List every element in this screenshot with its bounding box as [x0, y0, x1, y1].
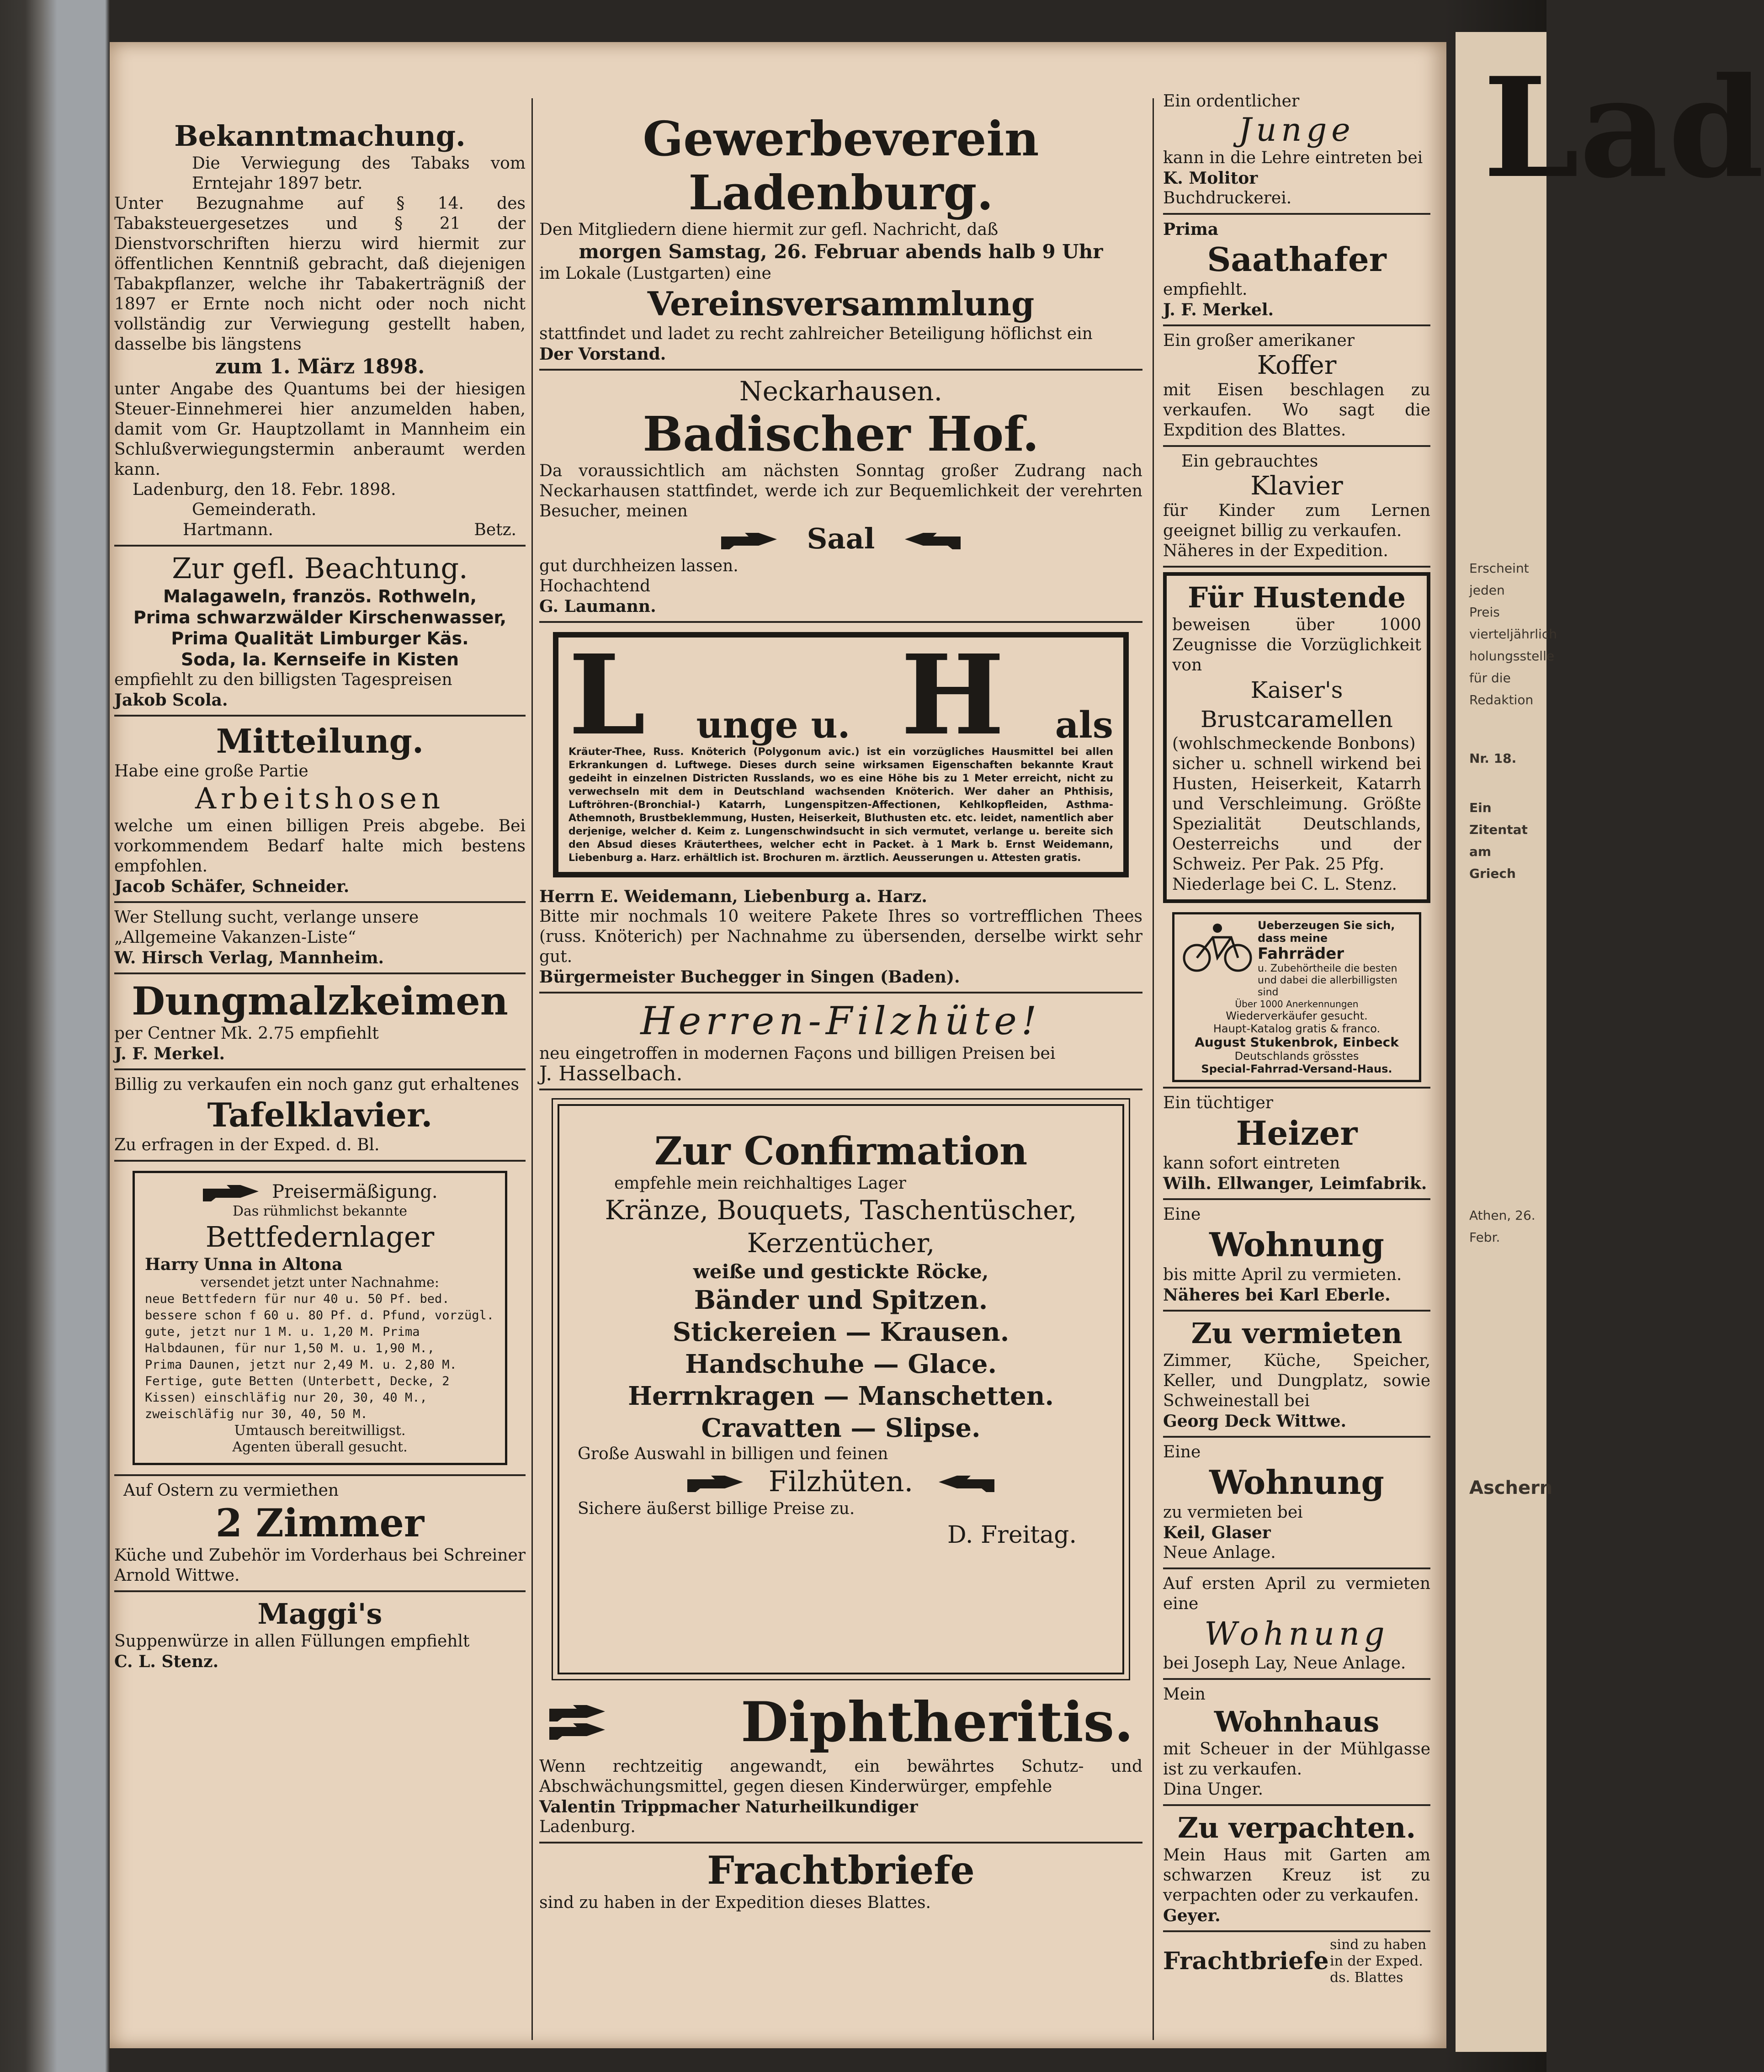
ad-schaefer: Mitteilung. Habe eine große Partie Arbeitshosen welche um einen billigen Preis abgebe. Bei vorkommendem Bedarf halte mich bestens empfohlen. Jacob Schäfer, Schneider. [114, 722, 526, 896]
ad-hirsch: Wer Stellung sucht, verlange unsere „Allgemeine Vakanzen-Liste“ W. Hirsch Verlag, Mannheim. [114, 908, 419, 967]
column-right [1163, 91, 1430, 2045]
ad-zu-vermieten: Zu vermieten Zimmer, Küche, Speicher, Keller, und Dungplatz, sowie Schweinestall bei Georg Deck Wittwe. [1163, 1317, 1430, 1431]
pointing-hand-icon [202, 1184, 266, 1202]
ad-confirmation: Zur Confirmation empfehle mein reichhaltiges Lager Kränze, Bouquets, Taschentüscher, Kerzentücher, weiße und gestickte Röcke, Bänder und Spitzen. Stickereien — Krausen. Handschuhe — Glace. Herrnkragen — Manschetten. Cravatten — Slipse. Große Auswahl in billigen und feinen Filzhüten. Sichere äußerst billige Preise zu. D. Freitag. [558, 1104, 1124, 1674]
ad-verpachten: Zu verpachten. Mein Haus mit Garten am schwarzen Kreuz ist zu verpachten oder zu verkaufen. Geyer. [1163, 1811, 1430, 1925]
pointing-hand-icon [548, 1722, 612, 1741]
ad-scola: Zur gefl. Beachtung. Malagaweln, französ. Rothweln, Prima schwarzwälder Kirschenwasser, Prima Qualität Limburger Käs. Soda, Ia. Kernseife in Kisten empfiehlt zu den billigsten Tagespreisen Jakob Scola. [114, 552, 507, 710]
pointing-hand-left-icon [898, 532, 962, 550]
ad-wohnung-lay: Auf ersten April zu vermieten eine Wohnung bei Joseph Lay, Neue Anlage. [1163, 1574, 1430, 1673]
ad-klavier: Ein gebrauchtes Klavier für Kinder zum Lernen geeignet billig zu verkaufen. Näheres in der Expedition. [1163, 452, 1430, 560]
adjacent-masthead: Lad [1483, 47, 1764, 208]
column-rule [1153, 98, 1154, 2040]
ad-junge: Ein ordentlicher Junge kann in die Lehre eintreten bei K. Molitor Buchdruckerei. [1163, 92, 1423, 207]
ad-fahrraeder: Ueberzeugen Sie sich, dass meine Fahrräder u. Zubehörtheile die besten und dabei die allerbilligsten sind Über 1000 Anerkennungen Wiederverkäufer gesucht. Haupt-Katalog gratis & franco. August Stukenbrok, Einbeck Deutschlands grösstes Special-Fahrrad-Versand-Haus. [1172, 912, 1421, 1082]
ad-maggi: Maggi's Suppenwürze in allen Füllungen empfiehlt C. L. Stenz. [114, 1597, 470, 1671]
bicycle-icon [1181, 919, 1254, 974]
ad-frachtbriefe-small: Frachtbriefe sind zu haben in der Exped. ds. Blattes [1163, 1937, 1427, 1986]
ad-dungmalzkeimen: Dungmalzkeimen per Centner Mk. 2.75 empfiehlt J. F. Merkel. [114, 978, 508, 1063]
column-left [114, 91, 526, 2045]
adjacent-text: Erscheint jeden Preis vierteljährlich holungsstelle für die Redaktion Nr. 18. Ein Zitentat am Griech Athen, 26. Febr. Aschern [1469, 561, 1557, 1498]
pointing-hand-left-icon [931, 1475, 995, 1493]
ad-diphtheritis: Diphtheritis. Wenn rechtzeitig angewandt, ein bewährtes Schutz- und Abschwächungsmittel, gegen diesen Kinderwürger, empfehle Valentin Trippmacher Naturheilkundiger Ladenburg. [539, 1690, 1142, 1836]
ad-wohnhaus: Mein Wohnhaus mit Scheuer in der Mühlgasse ist zu verkaufen. Dina Unger. [1163, 1685, 1430, 1799]
pointing-hand-icon [548, 1704, 612, 1722]
ad-wohnung-eberle: Eine Wohnung bis mitte April zu vermieten. Näheres bei Karl Eberle. [1163, 1205, 1402, 1305]
column-center: Gewerbeverein Ladenburg. Den Mitgliedern diene hiermit zur gefl. Nachricht, daß morgen Samstag, 26. Februar abends halb 9 Uhr im Lokale (Lustgarten) eine Vereinsversammlung stattfindet und ladet zu recht zahlreicher Beteiligung höflichst ein Der Vorstand. Neckarhausen. Badischer Hof. Da voraussichtlich am nächsten Sonntag großer Zudrang nach Neckarhausen stattfindet, werde ich zur Bequemlichkeit der verehrten Besucher, meinen Saal gut durchheizen lassen. Hochachtend G. Laumann. L unge u. H als Kräuter-Thee, Russ. Knöterich (Polygonum avic.) ist ein vorzügliches Hausmittel bei allen Erkrankungen d. Luftwege. Dieses durch seine wirksamen Eigenschaften bekannte Kraut gedeiht in einzelnen Districten Russlands, wo es eine Höhe bis zu 1 Meter erreicht, nicht zu verwechseln mit dem in Deutschland wachsenden Knöterich. Wer daher an Phthisis, Luftröhren-(Bronchial-) Katarrh, Lungenspitzen-Affectionen, Kehlkopfleiden, Asthma-Athemnoth, Brustbeklemmung, Husten, Heiserkeit, Bluthusten etc. etc. leidet, namentlich aber derjenige, welcher d. Keim z. Lungenschwindsucht in sich vermutet, verlange u. bereite sich den Absud dieses Kräuterthees, welcher echt in Packet. à 1 Mark b. Ernst Weidemann, Liebenburg a. Harz. erhältlich ist. Brochuren m. ärztlich. Aeusserungen u. Attesten gratis. Herrn E. Weidemann, Liebenburg a. Harz. Bitte mir nochmals 10 weitere Pakete Ihres so vortrefflichen Thees (russ. Knöterich) per Nachnahme zu übersenden, derselbe wirkt sehr gut. Bürgermeister Buchegger in Singen (Baden). Herren-Filzhüte! neu eingetroffen in modernen Façons und billigen Preisen bei J. Hasselbach. Zur Confirmation empfehle mein reichhaltiges Lager Kränze, Bouquets, Taschentüscher, Kerzentücher, weiße und gestickte Röcke, Bänder und Spitzen. Stickereien — Krausen. Handschuhe — Glace. Herrnkragen — Manschetten. Cravatten — Slipse. Große Auswahl in billigen und feinen Filzhüten. Sichere äußerst billige Preise zu. D. Freitag. Diphtheritis. Wenn rechtzeitig angewandt, ein bewährtes Schutz- und Abschwächungsmittel, gegen diesen Kinderwürger, empfehle Valentin Trippmacher Naturheilkundiger Ladenburg. Frachtbriefe sind zu haben in der Expedition dieses Blattes. [539, 111, 1142, 1912]
ad-lunge-hals: L unge u. H als Kräuter-Thee, Russ. Knöterich (Polygonum avic.) ist ein vorzügliches Hausmittel bei allen Erkrankungen d. Luftwege. Dieses durch seine wirksamen Eigenschaften bekannte Kraut gedeiht in einzelnen Districten Russlands, wo es eine Höhe bis zu 1 Meter erreicht, nicht zu verwechseln mit dem in Deutschland wachsenden Knöterich. Wer daher an Phthisis, Luftröhren-(Bronchial-) Katarrh, Lungenspitzen-Affectionen, Kehlkopfleiden, Asthma-Athemnoth, Brustbeklemmung, Husten, Heiserkeit, Bluthusten etc. etc. leidet, namentlich aber derjenige, welcher d. Keim z. Lungenschwindsucht in sich vermutet, verlange u. bereite sich den Absud dieses Kräuterthees, welcher echt in Packet. à 1 Mark b. Ernst Weidemann, Liebenburg a. Harz. erhältlich ist. Brochuren m. ärztlich. Aeusserungen u. Attesten gratis. [553, 632, 1129, 877]
ad-tafelklavier: Billig zu verkaufen ein noch ganz gut erhaltenes Tafelklavier. Zu erfragen in der Exped. d. Bl. [114, 1075, 519, 1154]
ad-heizer: Ein tüchtiger Heizer kann sofort eintreten Wilh. Ellwanger, Leimfabrik. [1163, 1094, 1427, 1193]
ad-badischer-hof: Neckarhausen. Badischer Hof. Da voraussichtlich am nächsten Sonntag großer Zudrang nach Neckarhausen stattfindet, werde ich zur Bequemlichkeit der verehrten Besucher, meinen Saal gut durchheizen lassen. Hochachtend G. Laumann. [539, 376, 1142, 616]
ad-frachtbriefe: Frachtbriefe sind zu haben in der Expedition dieses Blattes. [539, 1848, 975, 1912]
ad-bekanntmachung: Bekanntmachung. Die Verwiegung des Tabaks vom Erntejahr 1897 betr. Unter Bezugnahme auf § 14. des Tabaksteuergesetzes und § 21 der Dienstvorschriften hierzu wird hiermit zur öffentlichen Kenntniß gebracht, daß diejenigen Tabakpflanzer, welche ihr Tabakerträgniß der 1897 er Ernte noch nicht oder noch nicht vollständig zur Verwiegung gestellt haben, dasselbe bis längstens zum 1. März 1898. unter Angabe des Quantums bei der hiesigen Steuer-Einnehmerei hier anzumelden haben, damit vom Gr. Hauptzollamt in Mannheim ein Schlußverwiegungstermin anberaumt werden kann. Ladenburg, den 18. Febr. 1898. Gemeinderath. Hartmann. Betz. [114, 119, 526, 539]
column-rule [531, 98, 533, 2040]
ad-herren-filzhuete: Herren-Filzhüte! neu eingetroffen in modernen Façons und billigen Preisen bei J. Hasselbach. [539, 999, 1056, 1085]
pointing-hand-right-icon [686, 1475, 750, 1493]
ad-saathafer: Prima Saathafer empfiehlt. J. F. Merkel. [1163, 220, 1387, 319]
ad-koffer: Ein großer amerikaner Koffer mit Eisen beschlagen zu verkaufen. Wo sagt die Expdition des Blattes. [1163, 331, 1430, 440]
ad-gewerbeverein: Gewerbeverein Ladenburg. Den Mitgliedern diene hiermit zur gefl. Nachricht, daß morgen Samstag, 26. Februar abends halb 9 Uhr im Lokale (Lustgarten) eine Vereinsversammlung stattfindet und ladet zu recht zahlreicher Beteiligung höflichst ein Der Vorstand. [539, 111, 1103, 364]
ad-bettfedern: Preisermäßigung. Das rühmlichst bekannte Bettfedernlager Harry Unna in Altona versendet jetzt unter Nachnahme: neue Bettfedern für nur 40 u. 50 Pf. bed. bessere schon f 60 u. 80 Pf. d. Pfund, vorzügl. gute, jetzt nur 1 M. u. 1,20 M. Prima Halbdaunen, für nur 1,50 M. u. 1,90 M., Prima Daunen, jetzt nur 2,49 M. u. 2,80 M. Fertige, gute Betten (Unterbett, Decke, 2 Kissen) einschläfig nur 20, 30, 40 M., zweischläfig nur 30, 40, 50 M. Umtausch bereitwilligst. Agenten überall gesucht. [133, 1171, 507, 1465]
ad-wohnung-keil: Eine Wohnung zu vermieten bei Keil, Glaser Neue Anlage. [1163, 1443, 1384, 1562]
pointing-hand-right-icon [720, 532, 784, 550]
ad-hustende: Für Hustende beweisen über 1000 Zeugnisse die Vorzüglichkeit von Kaiser's Brustcaramellen (wohlschmeckende Bonbons) sicher u. schnell wirkend bei Husten, Heiserkeit, Katarrh und Verschleimung. Größte Spezialität Deutschlands, Oesterreichs und der Schweiz. Per Pak. 25 Pfg. Niederlage bei C. L. Stenz. [1163, 572, 1430, 903]
adjacent-page [1456, 32, 1764, 2052]
ad-2-zimmer: Auf Ostern zu vermiethen 2 Zimmer Küche und Zubehör im Vorderhaus bei Schreiner Arnold Wittwe. [114, 1481, 526, 1585]
